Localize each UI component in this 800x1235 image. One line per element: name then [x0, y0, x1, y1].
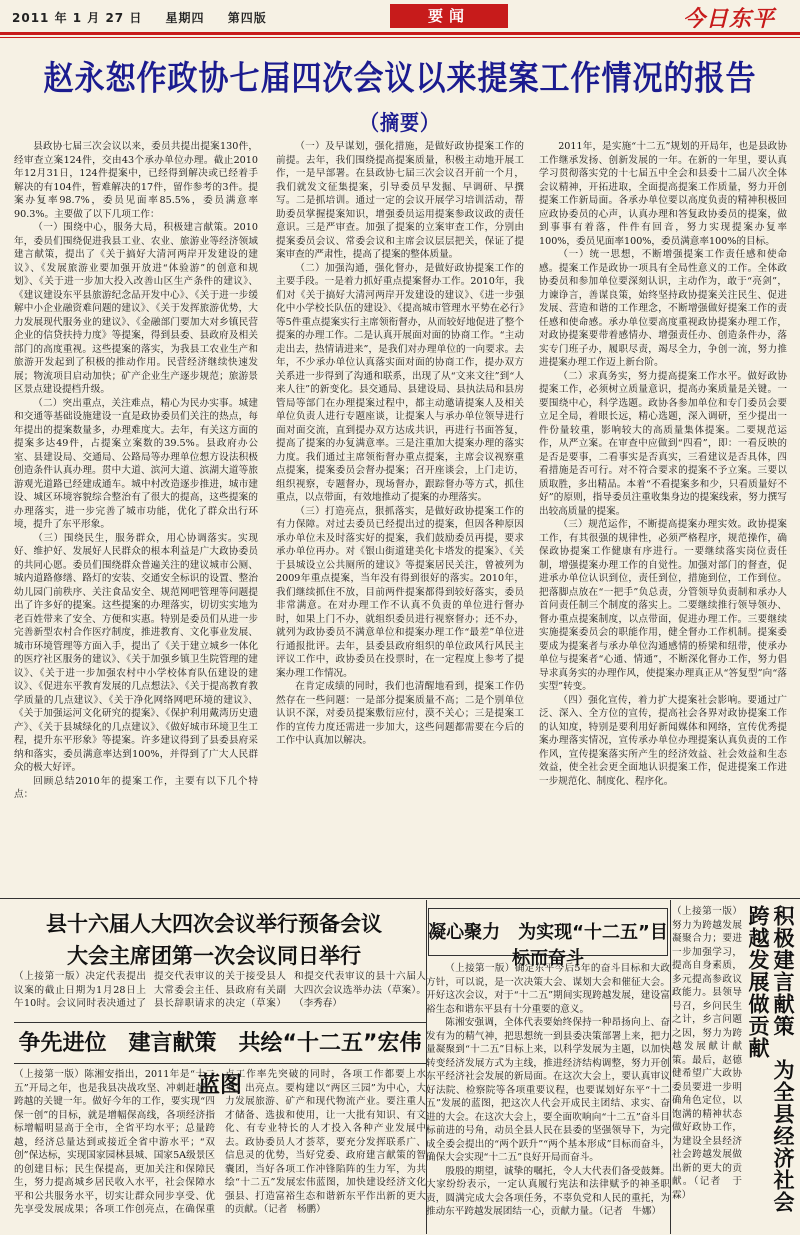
- story3-text: 殷殷的期望，诚挚的嘱托，令人大代表们备受鼓舞。大家纷纷表示，一定认真履行宪法和法律赋予的神圣职责，圆满完成大会各项任务，不辜负党和人民的重托，为推动东平跨越发展团结一心，贡献力量。: [426, 1165, 670, 1217]
- main-headline: [8, 50, 792, 138]
- column-rule: [670, 900, 671, 1234]
- story4-vertical-headline: 积极建言献策 为全县经济社会跨越发展做贡献: [746, 905, 795, 1213]
- report-column-3: [539, 140, 787, 896]
- page-header: [0, 0, 800, 34]
- story4-body: [672, 905, 742, 1233]
- report-paragraph: （二）加强沟通，强化督办，是做好政协提案工作的主要手段。一是着力抓好重点提案督办工作。2010年，我们对《关于搞好大清河两岸开发建设的建议》、《进一步强化中小学校长队伍的建设》、《提高城市管理水平势在必行》等5件重点提案实行主席领衔督办，从而较好地促进了整个提案的办理工作。二是认真开展面对面的协商工作。“主动走出去，热情请进来”，是我们对办理单位的一向要求。去年，不少承办单位认真落实面对面的协商工作，提办双方关系进一步得到了沟通和联系，出现了从“文来文往”到“人来人往”的新变化。县交通局、县建设局、县执法局和县房管局等部门在办理提案过程中，都主动邀请提案人及相关单位负责人进行专题座谈，让提案人与承办单位领导进行面对面交流，直到提办双方达成共识，再进行书面答复，提高了提案的办复满意率。三是注重加大提案办理的落实力度。我们通过主席领衔督办重点提案，主席会议视察重点提案，提案委员会督办提案；召开座谈会，上门走访，组织视察，专题督办，现场督办，跟踪督办等方式，抓住重点，以点带面，有效地推动了提案的办理落实。: [276, 262, 524, 503]
- issue-weekday: 星期四: [165, 11, 205, 25]
- report-paragraph: （三）打造亮点，狠抓落实，是做好政协提案工作的有力保障。对过去委员已经提出过的提案，但因各种原因承办单位未及时落实好的提案，我们鼓励委员再提，要求承办单位再办。对《银山街道建美化卡塔发的提案》、《关于县城设立公共厕所的建议》等提案居民关注，曾被列为2009年重点提案，当年没有得到很好的落实。2010年，我们继续抓住不放，目前两件提案都得到较好落实，委员非常满意。在对办理工作不认真不负责的单位进行督办时，如果上门不办，就组织委员进行视察督办；还不办，就列为政协委员不满意单位和提案办理工作“最差”单位进行通报批评。去年，县委县政府组织的单位政风行风民主评议工作中，政协委员在投票时，在一定程度上参考了提案办理工作情况。: [276, 505, 524, 679]
- report-paragraph: 2011年，是实施“十二五”规划的开局年，也是县政协工作继承发扬、创新发展的一年。在新的一年里，要认真学习贯彻落实党的十七届五中全会和县委十二届八次全体会议精神，开拓进取，全面提高提案工作质量，努力开创提案工作新局面。各承办单位要以高度负责的精神积极回应政协委员的心声，认真办理和答复政协委员的提案，做到事事有着落，件件有回音，努力实现提案办复率100%，委员见面率100%，委员满意率100%的目标。: [539, 141, 787, 247]
- story3-paragraph: （上接第一版）确定东平今后5年的奋斗目标和大政方针，可以说，是一次决策大会、谋划大会和催征大会。开好这次会议，对于“十二五”期间实现跨越发展，建设富裕生态和谐东平县有十分重要的意义。: [426, 963, 670, 1015]
- report-paragraph: （一）统一思想，不断增强提案工作责任感和使命感。提案工作是政协一项具有全局性意义的工作。全体政协委员和参加单位要深刻认识，主动作为，敢于“亮剑”，力谏诤言，善谋良策，始终坚持政协提案关注民生、促进发展、营造和谐的工作理念，不断增强做好提案工作的责任感和使命感。承办单位要高度重视政协提案办理工作，对政协提案要带着感情办、增强责任办、创造条件办，落实专门班子办，履职尽责，竭尽全力，争创一流，努力推进提案办理工作迈上新台阶。: [539, 249, 787, 368]
- report-paragraph: 在肯定成绩的同时，我们也清醒地看到，提案工作仍然存在一些问题：一是部分提案质量不高；二是个别单位认识不深，对委员提案敷衍应付，漠不关心；三是提案工作的宣传力度还需进一步加大，这些问题都需要在今后的工作中认真加以解决。: [276, 681, 524, 746]
- header-rule: [0, 32, 800, 35]
- story1-body: [14, 970, 426, 1014]
- story2-text: （上接第一版）陈湘安指出，2011年是“十二五”开局之年，也是我县决战攻坚、冲刺赶超，跨越的关键一年。做好今年的工作，要实现“四保一创”的目标，就是增幅保高线，各项经济指标增幅明显高于全市，全省平均水平；总量跨越，经济总量达到或接近全省中游水平；“双创”保达标，实现国家园林县城、国家5A级景区的创建目标；民生保提高，更加关注和保障民生，努力提高城乡居民收入水平，社会保障水平和公共服务水平，切实让群众同步享受、优先享受发展成果；各项工作创亮点，在确保重点工作率先突破的同时，各项工作都要上水平、出亮点。要构建以“两区三园”为中心，大力发展旅游、矿产和现代物流产业。要注重人才储备、选拔和使用，让一大批有知识、有文化、有专业特长的人才投入各种产业发展中去。政协委员人才荟萃，要充分发挥联系广、信息灵的优势，当好党委、政府建言献策的智囊团，当好各项工作冲锋陷阵的生力军，为共绘“十二五”发展宏伟蓝图，加快建设经济文化强县、打造富裕生态和谐新东平作出新的更大的贡献。: [14, 1069, 426, 1215]
- report-paragraph: （三）规范运作，不断提高提案办理实效。政协提案工作，有其很强的规律性，必须严格程序，规范操作，确保政协提案工作健康有序进行。一要继续落实岗位责任制，增强提案办理工作的自觉性。加强对部门的督查，促进承办单位认识到位，责任到位，措施到位，工作到位。把落脚点放在“一把手”负总责，分管领导负责制和承办人首问责任制三个制度的落实上。二要继续推行领导领办、督办重点提案制度，以点带面，促进办理工作。三要继续实施提案委员会的职能作用，健全督办工作机制。提案委要成为提案者与承办单位沟通感情的桥梁和纽带，使承办单位与提案者“心通、情通”，不断深化督办工作，努力倡导求真务实的办理作风，使提案办理真正从“答复型”向“落实型”转变。: [539, 519, 787, 692]
- report-paragraph: （三）围绕民生，服务群众，用心协调落实。实现好、维护好、发展好人民群众的根本利益是广大政协委员的共同心愿。委员们围绕群众普遍关注的建议城市公厕、城内道路修缮、路灯的安装、交通安全标识的设置、整治幼儿园门前秩序、关注食品安全、规范网吧管理等问题提出了许多好的提案。这些提案的办理落实，切切实实地为老百姓带来了安全、方便和实惠。特别是委员们从进一步完善新型农村合作医疗制度，推进教育、文化事业发展、城市环境管理等方面入手，提出了《关于建立城乡一体化的医疗社区服务的建议》、《关于加强乡镇卫生院管理的建议》、《关于进一步加强农村中小学校体育队伍建设的建议》、《促进东平教育发展的几点想法》、《关于提高教育教学质量的几点建议》、《关于净化网络网吧环境的建议》、《关于加强运河文化研究的提案》、《保护利用戴湾历史遗产》、《关于县城绿化的几点建议》、《做好城市环境卫生工程，提升东平形象》等提案。许多建议得到了县委县府采纳和落实，委员满意率达到100%，并得到了广大人民群众的极大好评。: [14, 532, 258, 773]
- report-column-2: [276, 140, 524, 896]
- report-paragraph: 县政协七届三次会议以来，委员共提出提案130件，经审查立案124件，交由43个承办单位办理。截止2010年12月31日，124件提案中，已经得到解决或已经着手解决的有104件，暂难解决的17件，留作参考的3件。提案办复率98.7%，委员见面率85.5%，委员满意率90.3%。主要做了以下几项工作：: [14, 141, 258, 220]
- report-paragraph: （一）围绕中心，服务大局，积极建言献策。2010年，委员们围绕促进我县工业、农业、旅游业等经济领域建言献策，提出了《关于搞好大清河两岸开发建设的建议》、《发展旅游业要加强开放进“体验游”的创意和规划》、《关于进一步加大投入改善山区生产条件的建议》、《建议建设东平县旅游纪念品开发中心》、《关于进一步缓解中小企业融资难问题的建议》、《关于发挥旅游优势，大力发展现代服务业的建议》、《金融部门要加大对乡镇民营企业的信贷扶持力度》等提案，得到县委、县政府及相关部门的高度重视。这些提案的落实，为我县工农业生产和旅游开发起到了积极的推动作用。民营经济继续快速发展；物流项目启动加快；矿产企业生产逐步规范；旅游景区景点建设提档升级。: [14, 222, 258, 395]
- report-paragraph: （四）强化宣传，着力扩大提案社会影响。要通过广泛、深入、全方位的宣传，提高社会各界对政协提案工作的认知度，特别是要利用好新闻媒体和网络，宣传优秀提案办理落实情况，宣传承办单位办理提案认真负责的工作作风，宣传提案落实所产生的经济效益、社会效益和生态效益，使全社会更全面地认识提案工作，促进提案工作进一步规范化、制度化、程序化。: [539, 694, 787, 787]
- story4-byline: （记者 于霖）: [672, 1176, 742, 1201]
- story2-headline: 争先进位 建言献策 共绘“十二五”宏伟蓝图: [14, 1022, 426, 1064]
- story1-title-line2: 大会主席团第一次会议同日举行: [67, 944, 361, 968]
- story3-byline: （记者 牛娜）: [598, 1206, 662, 1217]
- story2-body: [14, 1068, 426, 1232]
- header-rule-thin: [0, 37, 800, 38]
- story3-paragraph: [426, 1165, 670, 1219]
- report-paragraph: （二）求真务实，努力提高提案工作水平。做好政协提案工作，必须树立质量意识，提高办案质量是关键。一要围绕中心，科学选题。政协各参加单位和专门委员会要立足全局，着眼长远，精心选题，深入调研，至少提出一件份量较重，影响较大的高质量集体提案。二要规范运作，从严立案。在审查中应做到“四看”，即：一看反映的是否是要事，二看事实是否真实，三看建议是否具体，四看措施是否可行。对不符合要求的提案不予立案。三要以质取胜，多出精品。本着“不看提案多和少，只看质量好不好”的原则，指导委员注重收集身边的提案线索，努力撰写出较高质量的提案。: [539, 370, 787, 517]
- section-banner: 要闻: [390, 4, 508, 28]
- story1-byline: （李秀春）: [294, 998, 342, 1009]
- headline-main: 赵永恕作政协七届四次会议以来提案工作情况的报告: [43, 59, 757, 99]
- page-number: 第四版: [227, 11, 267, 25]
- newspaper-logo: 今日东平: [683, 6, 776, 32]
- story1-title-line1: 县十六届人大四次会议举行预备会议: [46, 912, 382, 936]
- story1-text: （上接第一版）决定代表提出议案的截止日期为1月28日上午10时。会议同时表决通过了提交代表审议的关于接受县人大常委会主任、县政府有关副县长辞职请求的决定（草案）和提交代表审议的县十六届人大四次会议选举办法（草案）。: [14, 971, 426, 1009]
- report-paragraph: （二）突出重点，关注难点，精心为民办实事。城建和交通等基础设施建设一直是政协委员们关注的热点，每年提出的提案数量多，办理难度大。去年，有关这方面的提案多达49件，占提案立案数的39.5%。县政府办公室、县建设局、交通局、公路局等办理单位想方设法积极创造条件认真办理。贯中大道、滨河大道、滨湖大道等旅游观光道路已经建成通车。城中村改造逐步推进，城市建设、城区环境容貌综合整治有了很大的提高，这些提案的办理落实，进一步完善了城市功能，优化了群众出行环境，提升了东平形象。: [14, 397, 258, 530]
- story4-text: （上接第一版）努力为跨越发展凝聚合力；要进一步加强学习，提高自身素质，多元提高参政议政能力。县领导号召，乡问民生之计，乡言问题之因，努力为跨越发展献计献策。最后，赵德健希望广大政协委员要进一步明确角色定位，以饱满的精神状态做好政协工作，为建设全县经济社会跨越发展做出新的更大的贡献。: [672, 906, 742, 1187]
- story1-headline: [14, 908, 414, 972]
- story3-paragraph: 陈湘安强调，全体代表要始终保持一种昂扬向上、奋发有为的精气神，把思想统一到县委决策部署上来，把力量凝聚到“十二五”目标上来，以科学发展为主题，以加快转变经济发展方式为主线，推进经济结构调整，努力开创东平经济社会发展的新局面。在这次大会上，要认真审议好法院、检察院等各项重要议程，也要谋划好东平“十二五”发展的蓝图，把这次人代会开成民主团结、求实、奋进的大会。在这次大会上，要全面吹响向“十二五”奋斗目标前进的号角，动员全县人民在县委的坚强领导下，为完成全委会提出的“两个跃升”“两个基本形成”目标而奋斗，确保大会实现“十二五”良好开局而奋斗。: [426, 1017, 670, 1163]
- section-divider: [0, 898, 800, 899]
- report-paragraph: （一）及早谋划，强化措施，是做好政协提案工作的前提。去年，我们围绕提高提案质量，积极主动地开展工作，一是早部署。在县政协七届三次会议召开前一个月，我们就发文征集提案，引导委员早发掘、早调研、早撰写。二是抓培训。通过一定的会议开展学习培训活动，帮助委员掌握提案知识，增强委员运用提案参政议政的责任意识。三是严审查。加强了提案的立案审查工作，分别由提案委员会议、常委会议和主席会议层层把关，保证了提案审查的严肃性，提高了提案的整体质量。: [276, 141, 524, 260]
- story3-headline: 凝心聚力 为实现“十二五”目标而奋斗: [428, 922, 668, 969]
- report-paragraph: 回顾总结2010年的提案工作，主要有以下几个特点：: [14, 775, 258, 800]
- headline-sub: （摘要）: [359, 110, 440, 136]
- issue-date: 2011 年 1 月 27 日: [12, 11, 143, 25]
- header-meta: [12, 9, 285, 26]
- story3-body: [426, 962, 670, 1234]
- story2-byline: （记者 杨鹏）: [263, 1204, 326, 1215]
- report-column-1: [14, 140, 258, 896]
